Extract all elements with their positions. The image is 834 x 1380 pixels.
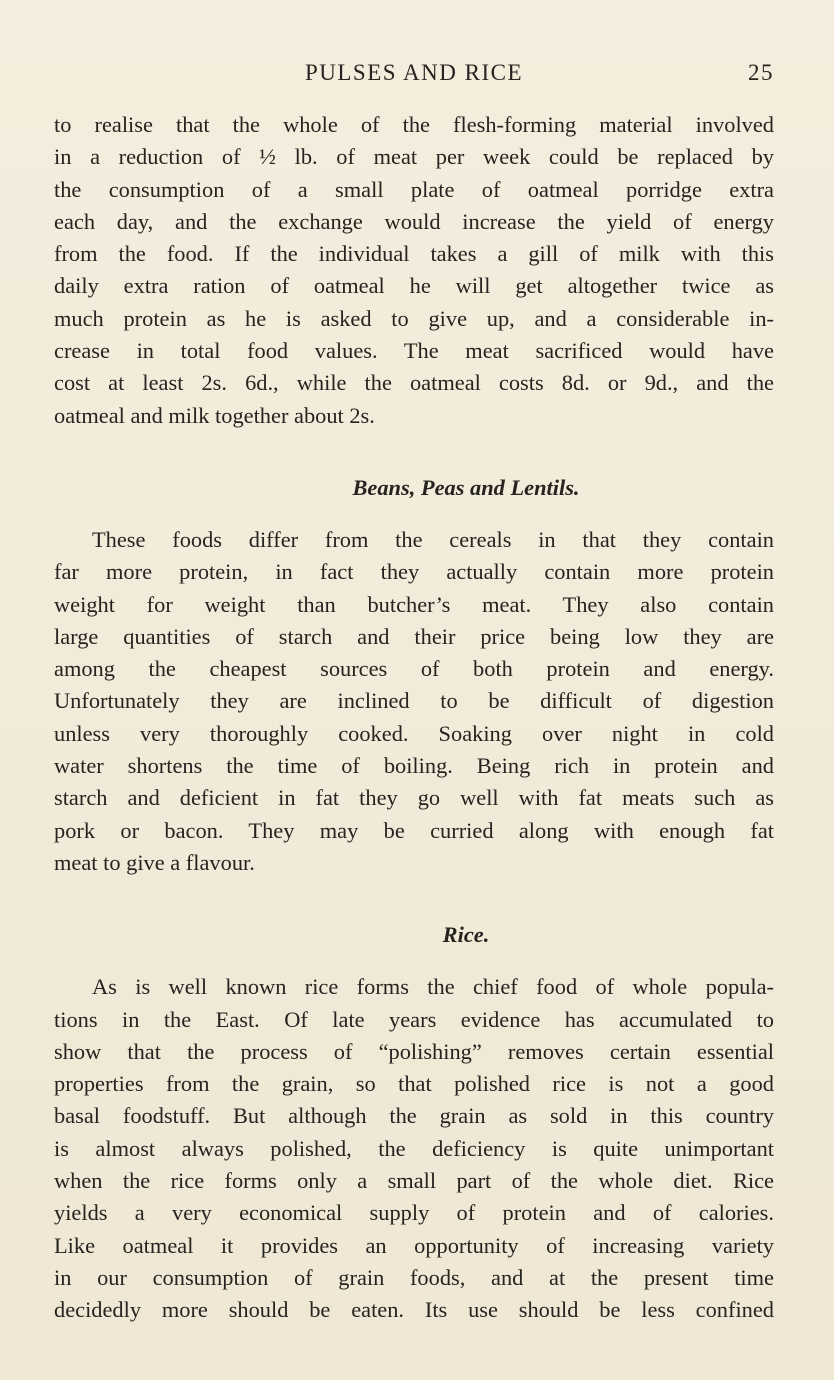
text-line: decidedly more should be eaten. Its use should be less confined — [54, 1297, 774, 1323]
text-line: oatmeal and milk together about 2s. — [54, 402, 375, 428]
text-line: to realise that the whole of the flesh-forming material involved — [54, 112, 774, 137]
paragraph-oatmeal — [54, 109, 774, 432]
text-line: much protein as he is asked to give up, and a considerable in- — [54, 305, 774, 331]
text-line: As is well known rice forms the chief food of whole popula- — [92, 974, 774, 1000]
text-line: unless very thoroughly cooked. Soaking over night in cold — [54, 720, 774, 746]
text-line: These foods differ from the cereals in that they contain — [92, 526, 774, 552]
text-line: meat to give a flavour. — [54, 849, 255, 875]
page-number: 25 — [748, 60, 774, 85]
text-line: crease in total food values. The meat sacrificed would have — [54, 338, 774, 364]
text-line: among the cheapest sources of both protein and energy. — [54, 656, 774, 682]
running-title: PULSES AND RICE — [304, 60, 524, 85]
text-line: tions in the East. Of late years evidence has accumulated to — [54, 1006, 774, 1032]
text-line: each day, and the exchange would increase the yield of energy — [54, 208, 774, 234]
running-head — [54, 0, 774, 96]
section-heading-rice: Rice. — [442, 922, 490, 948]
text-line: in a reduction of ½ lb. of meat per week could be replaced by — [54, 144, 774, 170]
section-heading-beans: Beans, Peas and Lentils. — [352, 474, 580, 500]
text-line: starch and deficient in fat they go well with fat meats such as — [54, 785, 774, 811]
text-line: water shortens the time of boiling. Being rich in protein and — [54, 753, 774, 779]
body-text — [54, 109, 774, 1327]
text-line: when the rice forms only a small part of the whole diet. Rice — [54, 1168, 774, 1194]
text-line: in our consumption of grain foods, and at the present time — [54, 1264, 774, 1290]
text-line: large quantities of starch and their price being low they are — [54, 623, 774, 649]
text-line: show that the process of “polishing” removes certain essential — [54, 1038, 774, 1064]
text-line: Unfortunately they are inclined to be difficult of digestion — [54, 688, 774, 714]
text-line: Like oatmeal it provides an opportunity of increasing variety — [54, 1232, 774, 1258]
text-line: far more protein, in fact they actually contain more protein — [54, 559, 774, 585]
paragraph-rice — [54, 971, 774, 1326]
paragraph-beans — [54, 524, 774, 879]
text-line: daily extra ration of oatmeal he will get altogether twice as — [54, 273, 774, 299]
text-line: properties from the grain, so that polished rice is not a good — [54, 1071, 774, 1097]
text-line: from the food. If the individual takes a gill of milk with this — [54, 241, 774, 267]
text-line: basal foodstuff. But although the grain as sold in this country — [54, 1103, 774, 1129]
text-line: pork or bacon. They may be curried along with enough fat — [54, 817, 774, 843]
text-line: is almost always polished, the deficiency is quite unimportant — [54, 1135, 774, 1161]
text-line: cost at least 2s. 6d., while the oatmeal costs 8d. or 9d., and the — [54, 370, 774, 396]
text-line: yields a very economical supply of protein and of calories. — [54, 1200, 774, 1226]
text-line: the consumption of a small plate of oatmeal porridge extra — [54, 176, 774, 202]
text-line: weight for weight than butcher’s meat. They also contain — [54, 591, 774, 617]
